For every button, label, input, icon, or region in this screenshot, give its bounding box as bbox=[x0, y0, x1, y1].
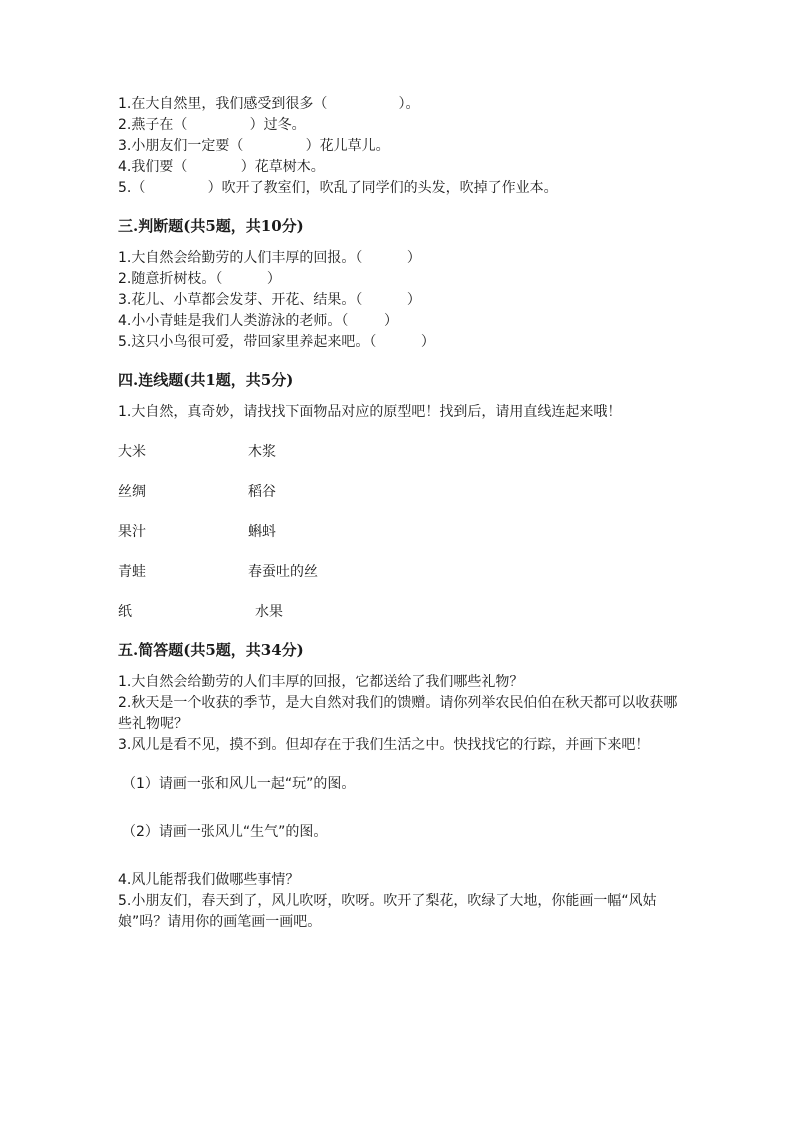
short-question-5: 5.小朋友们，春天到了，风儿吹呀，吹呀。吹开了梨花，吹绿了大地，你能画一幅“风姑娘”吗？请用你的画笔画一画吧。 bbox=[118, 893, 657, 930]
short-question-3: 3.风儿是看不见，摸不到。但却存在于我们生活之中。快找找它的行踪，并画下来吧！ bbox=[118, 737, 650, 753]
short-section-title: 五.简答题(共5题，共34分) bbox=[118, 641, 304, 659]
judge-item-3: 3.花儿、小草都会发芽、开花、结果。（ ） bbox=[118, 292, 421, 308]
judge-item-5: 5.这只小鸟很可爱，带回家里养起来吧。（ ） bbox=[118, 334, 435, 350]
match-right-item: 稻谷 bbox=[248, 484, 276, 500]
match-left-item: 丝绸 bbox=[118, 484, 146, 500]
match-right-item: 春蚕吐的丝 bbox=[248, 564, 318, 580]
match-section-title: 四.连线题(共1题，共5分) bbox=[118, 371, 294, 389]
match-left-item: 果汁 bbox=[118, 524, 146, 540]
match-left-item: 纸 bbox=[118, 604, 132, 620]
match-row bbox=[118, 602, 678, 623]
fill-section bbox=[118, 94, 678, 199]
match-row bbox=[118, 482, 678, 503]
judge-item-4: 4.小小青蛙是我们人类游泳的老师。（ ） bbox=[118, 313, 398, 329]
fill-item-4: 4.我们要（ ）花草树木。 bbox=[118, 159, 325, 175]
match-right-item: 蝌蚪 bbox=[248, 524, 276, 540]
match-list bbox=[118, 442, 678, 623]
short-question-4: 4.风儿能帮我们做哪些事情？ bbox=[118, 872, 300, 888]
match-row bbox=[118, 522, 678, 543]
match-left-item: 大米 bbox=[118, 444, 146, 460]
fill-item-5: 5.（ ）吹开了教室们，吹乱了同学们的头发，吹掉了作业本。 bbox=[118, 180, 558, 196]
judge-section-title: 三.判断题(共5题，共10分) bbox=[118, 217, 304, 235]
match-row bbox=[118, 562, 678, 583]
match-right-item: 木浆 bbox=[248, 444, 276, 460]
fill-item-2: 2.燕子在（ ）过冬。 bbox=[118, 117, 306, 133]
fill-item-3: 3.小朋友们一定要（ ）花儿草儿。 bbox=[118, 138, 390, 154]
short-question-3-sub-1: （1）请画一张和风儿一起“玩”的图。 bbox=[122, 776, 356, 792]
judge-section bbox=[118, 248, 678, 353]
match-left-item: 青蛙 bbox=[118, 564, 146, 580]
short-question-2: 2.秋天是一个收获的季节，是大自然对我们的馈赠。请你列举农民伯伯在秋天都可以收获哪些礼物呢？ bbox=[118, 695, 678, 732]
match-prompt: 1.大自然，真奇妙，请找找下面物品对应的原型吧！找到后，请用直线连起来哦！ bbox=[118, 404, 622, 420]
short-section bbox=[118, 672, 678, 933]
judge-item-1: 1.大自然会给勤劳的人们丰厚的回报。（ ） bbox=[118, 250, 421, 266]
short-question-3-sub-2: （2）请画一张风儿“生气”的图。 bbox=[122, 824, 328, 840]
short-question-1: 1.大自然会给勤劳的人们丰厚的回报，它都送给了我们哪些礼物？ bbox=[118, 674, 524, 690]
judge-item-2: 2.随意折树枝。（ ） bbox=[118, 271, 281, 287]
match-right-item: 水果 bbox=[255, 604, 283, 620]
match-row bbox=[118, 442, 678, 463]
exam-page bbox=[118, 94, 678, 933]
fill-item-1: 1.在大自然里，我们感受到很多（ ）。 bbox=[118, 96, 420, 112]
